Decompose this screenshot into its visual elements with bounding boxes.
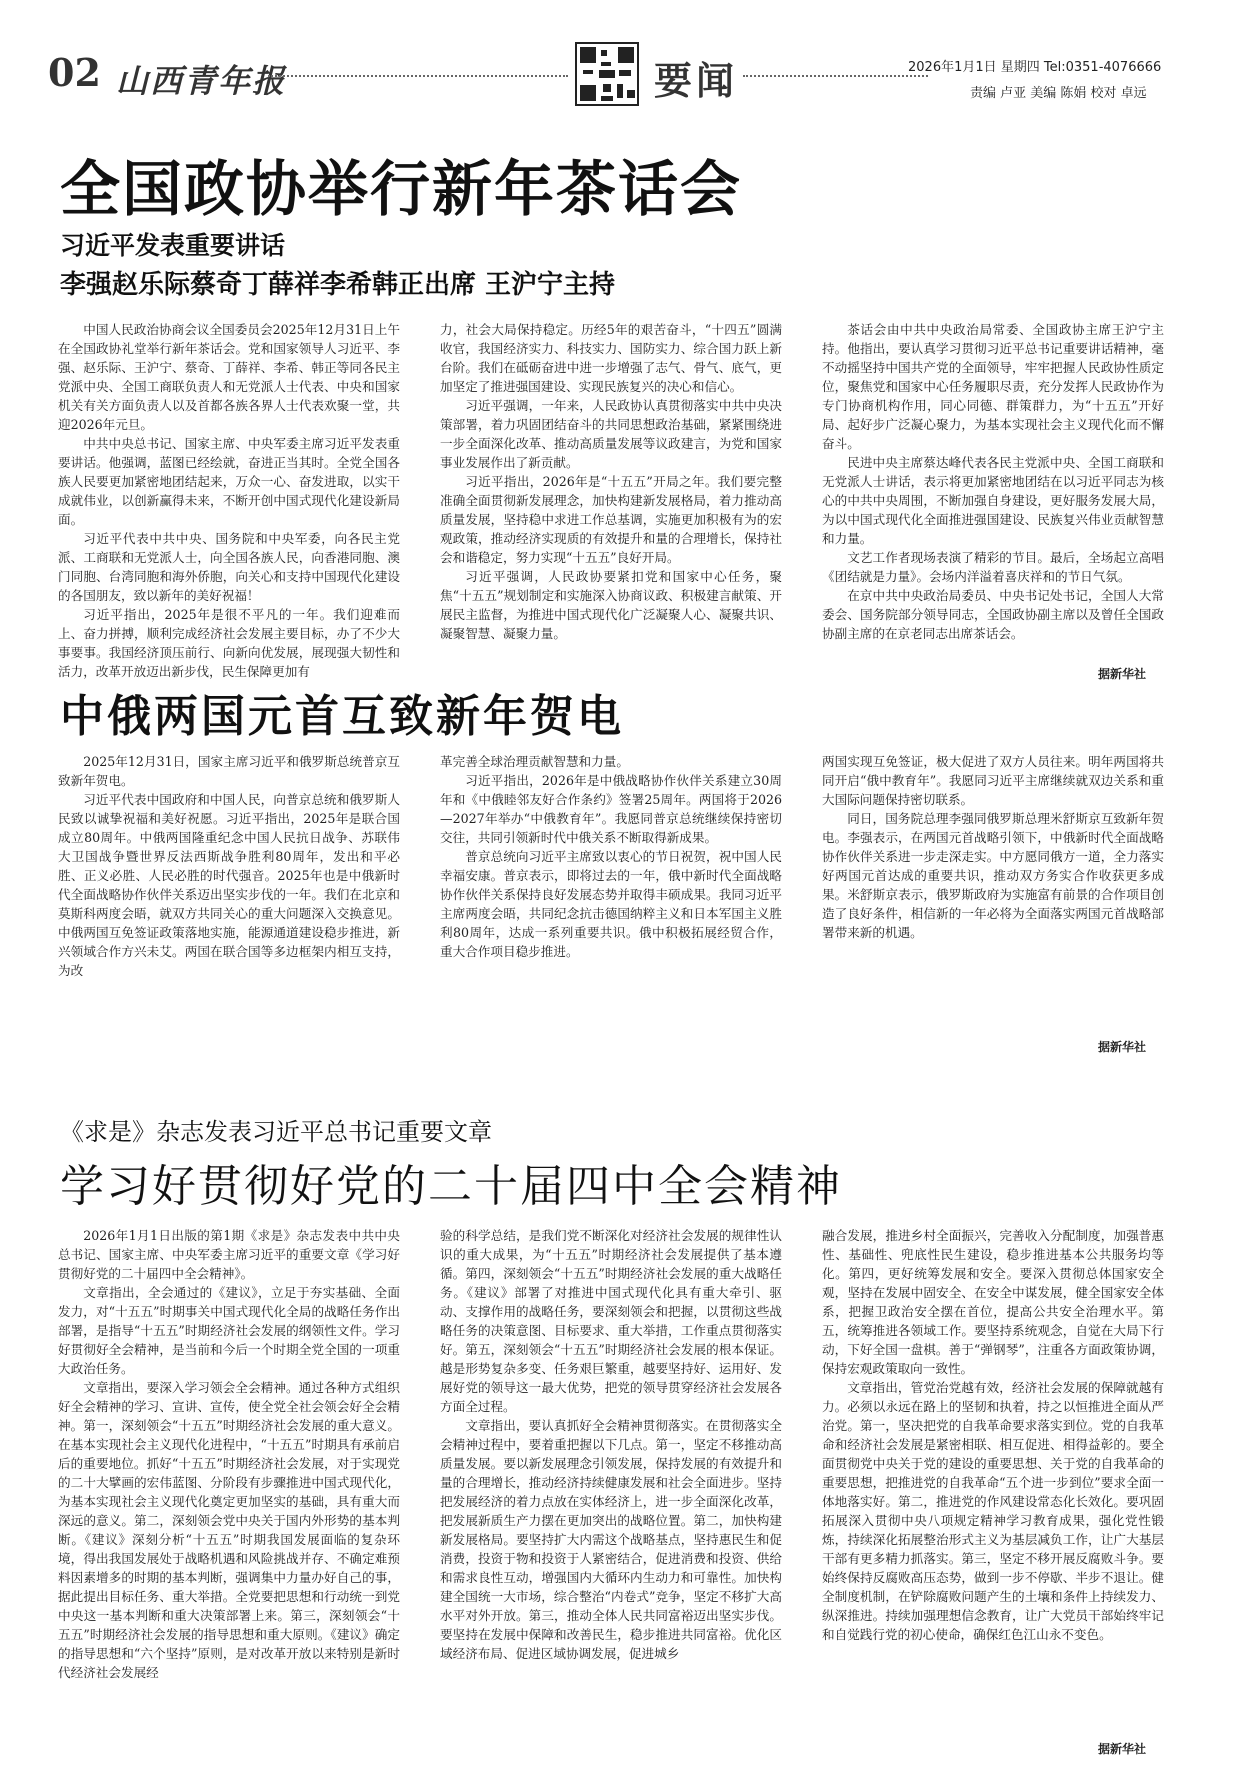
- paragraph: 同日，国务院总理李强同俄罗斯总理米舒斯京互致新年贺电。李强表示，在两国元首战略引领下，中俄新时代全面战略协作伙伴关系进一步走深走实。中方愿同俄方一道，全力落实好两国元首达成的重要共识，推动双方务实合作收获更多成果。米舒斯京表示，俄罗斯政府为实施富有前景的合作项目创造了良好条件，相信新的一年必将为全面落实两国元首战略部署带来新的机遇。: [822, 811, 1164, 940]
- date-line: 2026年1月1日 星期四 Tel:0351-4076666: [908, 60, 1162, 75]
- paragraph: 文章指出，全会通过的《建议》，立足于夯实基础、全面发力，对“十五五”时期事关中国式现代化全局的战略任务作出部署，是指导“十五五”时期经济社会发展的纲领性文件。学习好贯彻好全会精神，是当前和今后一个时期全党全国的一项重大政治任务。: [58, 1285, 400, 1376]
- article1-column-3: [822, 320, 1164, 643]
- paragraph: 文艺工作者现场表演了精彩的节目。最后，全场起立高唱《团结就是力量》。会场内洋溢着喜庆祥和的节日气氛。: [822, 550, 1164, 584]
- article2-headline: 中俄两国元首互致新年贺电: [60, 691, 624, 742]
- masthead-rule-right: [743, 75, 928, 77]
- article1-source: 据新华社: [1098, 667, 1147, 681]
- paragraph: 文章指出，管党治党越有效，经济社会发展的保障就越有力。必须以永远在路上的坚韧和执着，持之以恒推进全面从严治党。第一，坚决把党的自我革命要求落实到位。党的自我革命和经济社会发展是紧密相联、相互促进、相得益彰的。要全面贯彻党中央关于党的建设的重要思想、关于党的自我革命的重要思想，把推进党的自我革命“五个进一步到位”要求全面一体地落实好。第二，推进党的作风建设常态化长效化。要巩固拓展深入贯彻中央八项规定精神学习教育成果，强化党性锻炼，持续深化拓展整治形式主义为基层减负工作，让广大基层干部有更多精力抓落实。第三，坚定不移开展反腐败斗争。要始终保持反腐败高压态势，做到一步不停歇、半步不退让。健全制度机制，在铲除腐败问题产生的土壤和条件上持续发力、纵深推进。持续加强理想信念教育，让广大党员干部始终牢记和自觉践行党的初心使命，确保红色江山永不变色。: [822, 1380, 1164, 1642]
- article2-column-3: [822, 752, 1164, 942]
- paragraph: 在京中共中央政治局委员、中央书记处书记，全国人大常委会、国务院部分领导同志，全国政协副主席以及曾任全国政协副主席的在京老同志出席茶话会。: [822, 588, 1164, 641]
- qr-code-icon: [575, 42, 639, 106]
- paragraph: 茶话会由中共中央政治局常委、全国政协主席王沪宁主持。他指出，要认真学习贯彻习近平总书记重要讲话精神，毫不动摇坚持中国共产党的全面领导，牢牢把握人民政协性质定位，聚焦党和国家中心任务履职尽责，充分发挥人民政协作为专门协商机构作用，同心同德、群策群力，为“十五五”开好局、起好步广泛凝心聚力，为基本实现社会主义现代化而不懈奋斗。: [822, 322, 1164, 451]
- paragraph: 习近平代表中共中央、国务院和中央军委，向各民主党派、工商联和无党派人士，向全国各族人民，向香港同胞、澳门同胞、台湾同胞和海外侨胞，向关心和支持中国现代化建设的各国朋友，致以新年的美好祝福！: [58, 531, 400, 603]
- article1-column-2: [440, 320, 782, 643]
- masthead: [48, 42, 1198, 112]
- masthead-rule-left: [268, 75, 568, 77]
- paragraph: 2025年12月31日，国家主席习近平和俄罗斯总统普京互致新年贺电。: [58, 754, 400, 788]
- page-number: 02: [48, 50, 101, 95]
- paragraph: 文章指出，要深入学习领会全会精神。通过各种方式组织好全会精神的学习、宣讲、宣传，使全党全社会领会好全会精神。第一，深刻领会“十五五”时期经济社会发展的重大意义。在基本实现社会主义现代化进程中，“十五五”时期具有承前启后的重要地位。抓好“十五五”时期经济社会发展，对于实现党的二十大擘画的宏伟蓝图、分阶段有步骤推进中国式现代化，为基本实现社会主义现代化奠定更加坚实的基础，具有重大而深远的意义。第二，深刻领会党中央关于国内外形势的基本判断。《建议》深刻分析“十五五”时期我国发展面临的复杂环境，得出我国发展处于战略机遇和风险挑战并存、不确定难预料因素增多的时期的基本判断，强调集中力量办好自己的事，据此提出目标任务、重大举措。全党要把思想和行动统一到党中央这一基本判断和重大决策部署上来。第三，深刻领会“十五五”时期经济社会发展的指导思想和重大原则。《建议》确定的指导思想和“六个坚持”原则，是对改革开放以来特别是新时代经济社会发展经: [58, 1380, 400, 1680]
- paragraph: 革完善全球治理贡献智慧和力量。: [440, 754, 629, 769]
- article3-headline: 学习好贯彻好党的二十届四中全会精神: [60, 1161, 842, 1212]
- paragraph: 文章指出，要认真抓好全会精神贯彻落实。在贯彻落实全会精神过程中，要着重把握以下几点。第一，坚定不移推动高质量发展。要以新发展理念引领发展，保持发展的有效提升和量的合理增长，推动经济持续健康发展和社会全面进步。坚持把发展经济的着力点放在实体经济上，进一步全面深化改革，把发展新质生产力摆在更加突出的战略位置。第二，加快构建新发展格局。要坚持扩大内需这个战略基点，坚持惠民生和促消费，投资于物和投资于人紧密结合，促进消费和投资、供给和需求良性互动，增强国内大循环内生动力和可靠性。加快构建全国统一大市场，综合整治“内卷式”竞争，坚定不移扩大高水平对外开放。第三，推动全体人民共同富裕迈出坚实步伐。要坚持在发展中保障和改善民生，稳步推进共同富裕。优化区域经济布局、促进区域协调发展，促进城乡: [440, 1418, 782, 1661]
- paragraph: 普京总统向习近平主席致以衷心的节日祝贺，祝中国人民幸福安康。普京表示，即将过去的一年，俄中新时代全面战略协作伙伴关系保持良好发展态势并取得丰硕成果。我同习近平主席两度会晤，共同纪念抗击德国纳粹主义和日本军国主义胜利80周年，达成一系列重要共识。俄中积极拓展经贸合作，重大合作项目稳步推进。: [440, 849, 782, 959]
- article1-subhead1: 习近平发表重要讲话: [60, 231, 286, 260]
- article1-headline: 全国政协举行新年茶话会: [60, 155, 742, 225]
- paragraph: 中共中央总书记、国家主席、中央军委主席习近平发表重要讲话。他强调，蓝图已经绘就，奋进正当其时。全党全国各族人民要更加紧密地团结起来，万众一心、奋发进取，以实干成就伟业，以创新赢得未来，不断开创中国式现代化建设新局面。: [58, 436, 400, 527]
- article3-source: 据新华社: [1098, 1742, 1147, 1756]
- paragraph: 习近平代表中国政府和中国人民，向普京总统和俄罗斯人民致以诚挚祝福和美好祝愿。习近平指出，2025年是联合国成立80周年。中俄两国隆重纪念中国人民抗日战争、苏联伟大卫国战争暨世界反法西斯战争胜利80周年，发出和平必胜、正义必胜、人民必胜的时代强音。2025年也是中俄新时代全面战略协作伙伴关系迈出坚实步伐的一年。我们在北京和莫斯科两度会晤，就双方共同关心的重大问题深入交换意见。中俄两国互免签证政策落地实施，能源通道建设稳步推进，新兴领域合作方兴未艾。两国在联合国等多边框架内相互支持，为改: [58, 792, 400, 978]
- paragraph: 中国人民政治协商会议全国委员会2025年12月31日上午在全国政协礼堂举行新年茶话会。党和国家领导人习近平、李强、赵乐际、王沪宁、蔡奇、丁薛祥、李希、韩正等同各民主党派中央、全国工商联负责人和无党派人士代表、中央和国家机关有关方面负责人以及首都各族各界人士代表欢聚一堂，共迎2026年元旦。: [58, 322, 400, 432]
- paragraph: 习近平指出，2025年是很不平凡的一年。我们迎难而上、奋力拼搏，顺利完成经济社会发展主要目标，办了不少大事要事。我国经济顶压前行、向新向优发展，展现强大韧性和活力，改革开放迈出新步伐，民生保障更加有: [58, 607, 400, 679]
- article2-column-2: [440, 752, 782, 961]
- article2-column-1: [58, 752, 400, 980]
- newspaper-logo: 山西青年报: [116, 62, 287, 100]
- article2-source: 据新华社: [1098, 1040, 1147, 1054]
- paragraph: 习近平指出，2026年是“十五五”开局之年。我们要完整准确全面贯彻新发展理念，加快构建新发展格局，着力推动高质量发展，坚持稳中求进工作总基调，实施更加积极有为的宏观政策，推动经济实现质的有效提升和量的合理增长，保持社会和谐稳定，努力实现“十五五”良好开局。: [440, 474, 782, 565]
- paragraph: 融合发展，推进乡村全面振兴，完善收入分配制度，加强普惠性、基础性、兜底性民生建设，稳步推进基本公共服务均等化。第四，更好统筹发展和安全。要深入贯彻总体国家安全观，坚持在发展中固安全、在安全中谋发展，健全国家安全体系，把握卫政治安全摆在首位，提高公共安全治理水平。第五，统筹推进各领域工作。要坚持系统观念，自觉在大局下行动，下好全国一盘棋。善于“弹钢琴”，注重各方面政策协调，保持宏观政策取向一致性。: [822, 1228, 1164, 1376]
- paragraph: 力，社会大局保持稳定。历经5年的艰苦奋斗，“十四五”圆满收官，我国经济实力、科技实力、国防实力、综合国力跃上新台阶。我们在砥砺奋进中进一步增强了志气、骨气、底气，更加坚定了推进强国建设、实现民族复兴的决心和信心。: [440, 322, 782, 394]
- paragraph: 习近平强调，人民政协要紧扣党和国家中心任务，聚焦“十五五”规划制定和实施深入协商议政、积极建言献策、开展民主监督，为推进中国式现代化广泛凝聚人心、凝聚共识、凝聚智慧、凝聚力量。: [440, 569, 782, 641]
- paragraph: 习近平指出，2026年是中俄战略协作伙伴关系建立30周年和《中俄睦邻友好合作条约》签署25周年。两国将于2026—2027年举办“中俄教育年”。我愿同普京总统继续保持密切交往，共同引领新时代中俄关系不断取得新成果。: [440, 773, 782, 845]
- article2-body: [58, 752, 1164, 1052]
- paragraph: 2026年1月1日出版的第1期《求是》杂志发表中共中央总书记、国家主席、中央军委主席习近平的重要文章《学习好贯彻好党的二十届四中全会精神》。: [58, 1228, 400, 1281]
- paragraph: 民进中央主席蔡达峰代表各民主党派中央、全国工商联和无党派人士讲话，表示将更加紧密地团结在以习近平同志为核心的中共中央周围，不断加强自身建设，更好服务发展大局，为以中国式现代化全面推进强国建设、民族复兴伟业贡献智慧和力量。: [822, 455, 1164, 546]
- paragraph: 验的科学总结，是我们党不断深化对经济社会发展的规律性认识的重大成果，为“十五五”时期经济社会发展提供了基本遵循。第四，深刻领会“十五五”时期经济社会发展的重大战略任务。《建议》部署了对推进中国式现代化具有重大牵引、驱动、支撑作用的战略任务，要深刻领会和把握，以贯彻这些战略任务的决策意图、目标要求、重大举措，工作重点贯彻落实好。第五，深刻领会“十五五”时期经济社会发展的根本保证。越是形势复杂多变、任务艰巨繁重，越要坚持好、运用好、发展好党的领导这一最大优势，把党的领导贯穿经济社会发展各方面全过程。: [440, 1228, 782, 1414]
- article3-column-1: [58, 1226, 400, 1682]
- article1-column-1: [58, 320, 400, 681]
- paragraph: 两国实现互免签证，极大促进了双方人员往来。明年两国将共同开启“俄中教育年”。我愿同习近平主席继续就双边关系和重大国际问题保持密切联系。: [822, 754, 1164, 807]
- article1-subhead2: 李强赵乐际蔡奇丁薛祥李希韩正出席 王沪宁主持: [60, 270, 616, 300]
- section-title: 要闻: [654, 58, 739, 103]
- article3-column-2: [440, 1226, 782, 1663]
- article3-kicker: 《求是》杂志发表习近平总书记重要文章: [60, 1118, 492, 1146]
- article3-column-3: [822, 1226, 1164, 1644]
- editors-line: 责编 卢亚 美编 陈娟 校对 卓远: [970, 86, 1147, 101]
- paragraph: 习近平强调，一年来，人民政协认真贯彻落实中共中央决策部署，着力巩固团结奋斗的共同思想政治基础，紧紧围绕进一步全面深化改革、推动高质量发展等议政建言，为党和国家事业发展作出了新贡献。: [440, 398, 782, 470]
- article3-body: [58, 1226, 1164, 1736]
